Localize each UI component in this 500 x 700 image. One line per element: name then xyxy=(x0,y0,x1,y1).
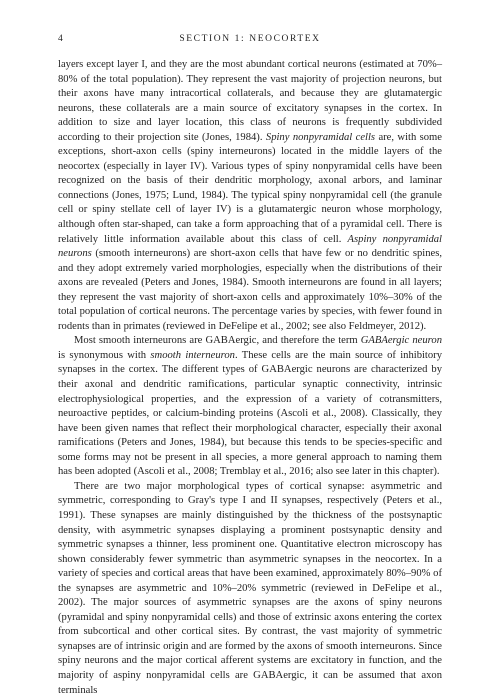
body-text xyxy=(58,58,442,698)
italic-term: Spiny nonpyramidal cells xyxy=(265,131,376,143)
paragraph-3 xyxy=(58,480,442,698)
text-run: are, with some exceptions, short-axon cells (spiny interneurons) located in the middle layers of the neocortex (especially in layer IV). Various types of spiny nonpyramidal cells have been recognized on the basis of their dendritic morphology, axonal arbors, and laminar connections (Jones, 1975; Lund, 1984). The typical spiny nonpyramidal cell (the granule cell or spiny stellate cell of layer IV) is a glutamatergic neuron whose morphology, although often star-shaped, can take a form approaching that of a pyramidal cell. There is relatively little information available about this class of cell. xyxy=(58,131,443,245)
paragraph-2 xyxy=(58,334,442,479)
italic-term: Aspiny nonpyramidal neurons xyxy=(58,233,443,260)
paragraph-1 xyxy=(58,58,442,334)
page-number: 4 xyxy=(58,34,65,44)
text-run: Most smooth interneurons are GABAergic, and therefore the term xyxy=(74,335,361,347)
section-title: SECTION 1: NEOCORTEX xyxy=(179,34,321,44)
text-run: (smooth interneurons) are short-axon cells that have few or no dendritic spines, and they adopt extremely varied morphologies, especially when the distributions of their axons are revealed (Peters and Jones, 1984). Smooth interneurons are found in all layers; they represent the vast majority of short-axon cells and approximately 10%–30% of the total population of cortical neurons. The percentage varies by species, with fewer found in rodents than in primates (reviewed in DeFelipe et al., 2002; see also Feldmeyer, 2012). xyxy=(58,248,442,332)
text-run: layers except layer I, and they are the most abundant cortical neurons (estimated at 70%–80% of the total population). They represent the vast majority of projection neurons, but their axons have many intracortical collaterals, and because they are glutamatergic neurons, these collaterals are a main source of excitatory synapses in the cortex. In addition to size and layer location, this class of neurons is frequently subdivided according to their projection site (Jones, 1984). xyxy=(58,59,442,143)
text-run: is synonymous with xyxy=(58,349,151,361)
italic-term: smooth interneuron xyxy=(150,349,235,361)
italic-term: GABAergic neuron xyxy=(360,335,442,347)
text-run: There are two major morphological types of cortical synapse: asymmetric and symmetric, corresponding to Gray's type I and II synapses, respectively (Peters et al., 1991). These synapses are mainly distinguished by the thickness of the postsynaptic density, with asymmetric synapses displaying a prominent postsynaptic density and symmetric synapses a thinner, less prominent one. Quantitative electron microscopy has shown considerably fewer symmetric than asymmetric synapses in the neocortex. In a variety of species and cortical areas that have been examined, approximately 80%–90% of the synapses are asymmetric and 10%–20% symmetric (reviewed in DeFelipe et al., 2002). The major sources of asymmetric synapses are the axons of spiny neurons (pyramidal and spiny nonpyramidal cells) and those of extrinsic axons entering the cortex from subcortical and other cortical sites. By contrast, the vast majority of symmetric synapses are of intrinsic origin and are formed by the axons of smooth interneurons. Since spiny neurons and the major cortical afferent systems are excitatory in function, and the majority of aspiny nonpyramidal cells are GABAergic, it can be assumed that axon terminals xyxy=(58,480,442,696)
running-head xyxy=(58,34,442,48)
text-run: . These cells are the main source of inhibitory synapses in the cortex. The different types of GABAergic neurons are characterized by their axonal and dendritic ramifications, particular synaptic connectivity, intrinsic electrophysiological properties, and the expression of a variety of cotransmitters, neuroactive peptides, or calcium-binding proteins (Ascoli et al., 2008). Classically, they have been given names that reflect their morphological character, especially their axonal ramifications (Peters and Jones, 1984), but because this tends to be species-specific and some forms may not be present in all species, a more general approach to naming them has been adopted (Ascoli et al., 2008; Tremblay et al., 2016; also see later in this chapter). xyxy=(58,349,442,478)
